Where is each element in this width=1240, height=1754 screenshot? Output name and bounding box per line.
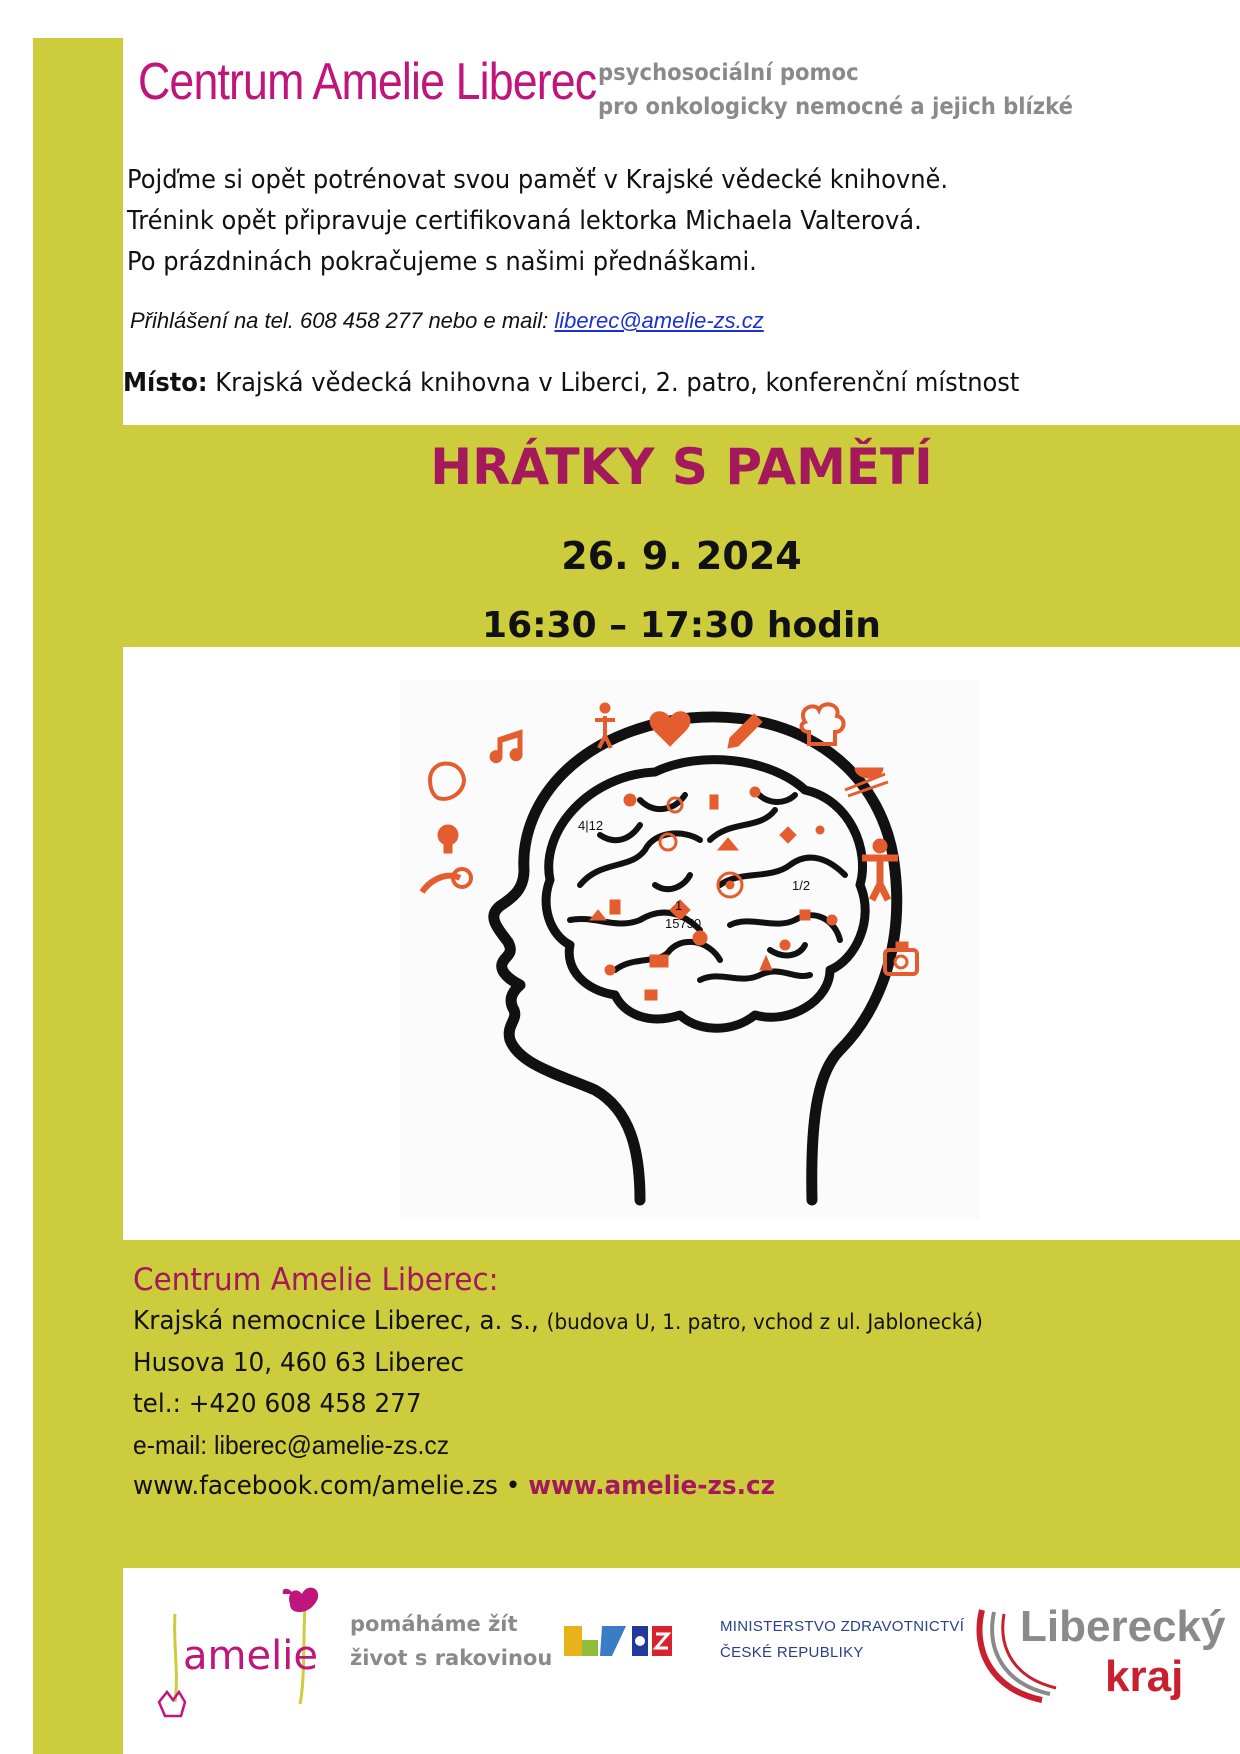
signup-email-link[interactable]: liberec@amelie-zs.cz — [554, 308, 764, 333]
brain-fraction-2: 1/2 — [792, 878, 811, 893]
mzcr-line-2: ČESKÉ REPUBLIKY — [720, 1644, 864, 1661]
intro-line-2: Trénink opět připravuje certifikovaná lektorka Michaela Valterová. — [127, 206, 922, 236]
place-label: Místo: — [123, 368, 208, 398]
brain-fraction-4: 15750 — [665, 916, 702, 931]
footer-title: Centrum Amelie Liberec: — [133, 1262, 499, 1298]
brain-illustration — [400, 680, 980, 1220]
event-title: HRÁTKY S PAMĚTÍ — [430, 438, 933, 496]
amelie-logo-word: amelie — [183, 1633, 318, 1679]
footer-facebook-link[interactable]: www.facebook.com/amelie.zs • — [133, 1471, 529, 1501]
tagline — [598, 56, 1073, 124]
tagline-line-2: pro onkologicky nemocné a jejich blízké — [598, 94, 1073, 120]
intro-line-3: Po prázdninách pokračujeme s našimi přednáškami. — [127, 247, 757, 277]
footer-phone: tel.: +420 608 458 277 — [133, 1389, 422, 1419]
mzcr-line-1: MINISTERSTVO ZDRAVOTNICTVÍ — [720, 1618, 965, 1635]
lk-logo-line-1: Liberecký — [1020, 1602, 1226, 1651]
footer-address-1 — [133, 1304, 983, 1340]
brain-fraction-3: 1 — [675, 898, 683, 913]
signup-text: Přihlášení na tel. 608 458 277 nebo e mail: — [130, 308, 555, 333]
footer-website-link[interactable]: www.amelie-zs.cz — [528, 1471, 776, 1501]
footer-email[interactable]: e-mail: liberec@amelie-zs.cz — [133, 1430, 450, 1460]
place-value: Krajská vědecká knihovna v Liberci, 2. patro, konferenční místnost — [207, 368, 1020, 398]
intro-text — [127, 160, 948, 283]
footer-address-detail: (budova U, 1. patro, vchod z ul. Jablonecká) — [546, 1310, 983, 1334]
left-green-band — [33, 38, 123, 1754]
tagline-line-1: psychosociální pomoc — [598, 60, 859, 86]
event-date: 26. 9. 2024 — [561, 534, 802, 578]
lk-logo-line-2: kraj — [1105, 1652, 1184, 1701]
mzcr-text — [720, 1614, 964, 1666]
footer-contact — [133, 1262, 1028, 1504]
intro-line-1: Pojďme si opět potrénovat svou paměť v Krajské vědecké knihovně. — [127, 165, 949, 195]
slogan-line-2: život s rakovinou — [350, 1646, 553, 1670]
footer-web-line — [133, 1469, 983, 1504]
event-time: 16:30 – 17:30 hodin — [482, 605, 881, 646]
amelie-logo — [135, 1584, 325, 1719]
signup-line — [130, 308, 764, 334]
mzcr-logo — [562, 1612, 712, 1672]
footer-address-main: Krajská nemocnice Liberec, a. s., — [133, 1306, 547, 1336]
brain-fraction-1: 4|12 — [578, 818, 604, 833]
footer-address-2: Husova 10, 460 63 Liberec — [133, 1348, 465, 1378]
brand-title: Centrum Amelie Liberec — [138, 53, 597, 111]
brain-head-icon — [400, 680, 980, 1220]
amelie-slogan — [350, 1607, 552, 1675]
place-line — [123, 368, 1019, 398]
slogan-line-1: pomáháme žít — [350, 1612, 518, 1636]
